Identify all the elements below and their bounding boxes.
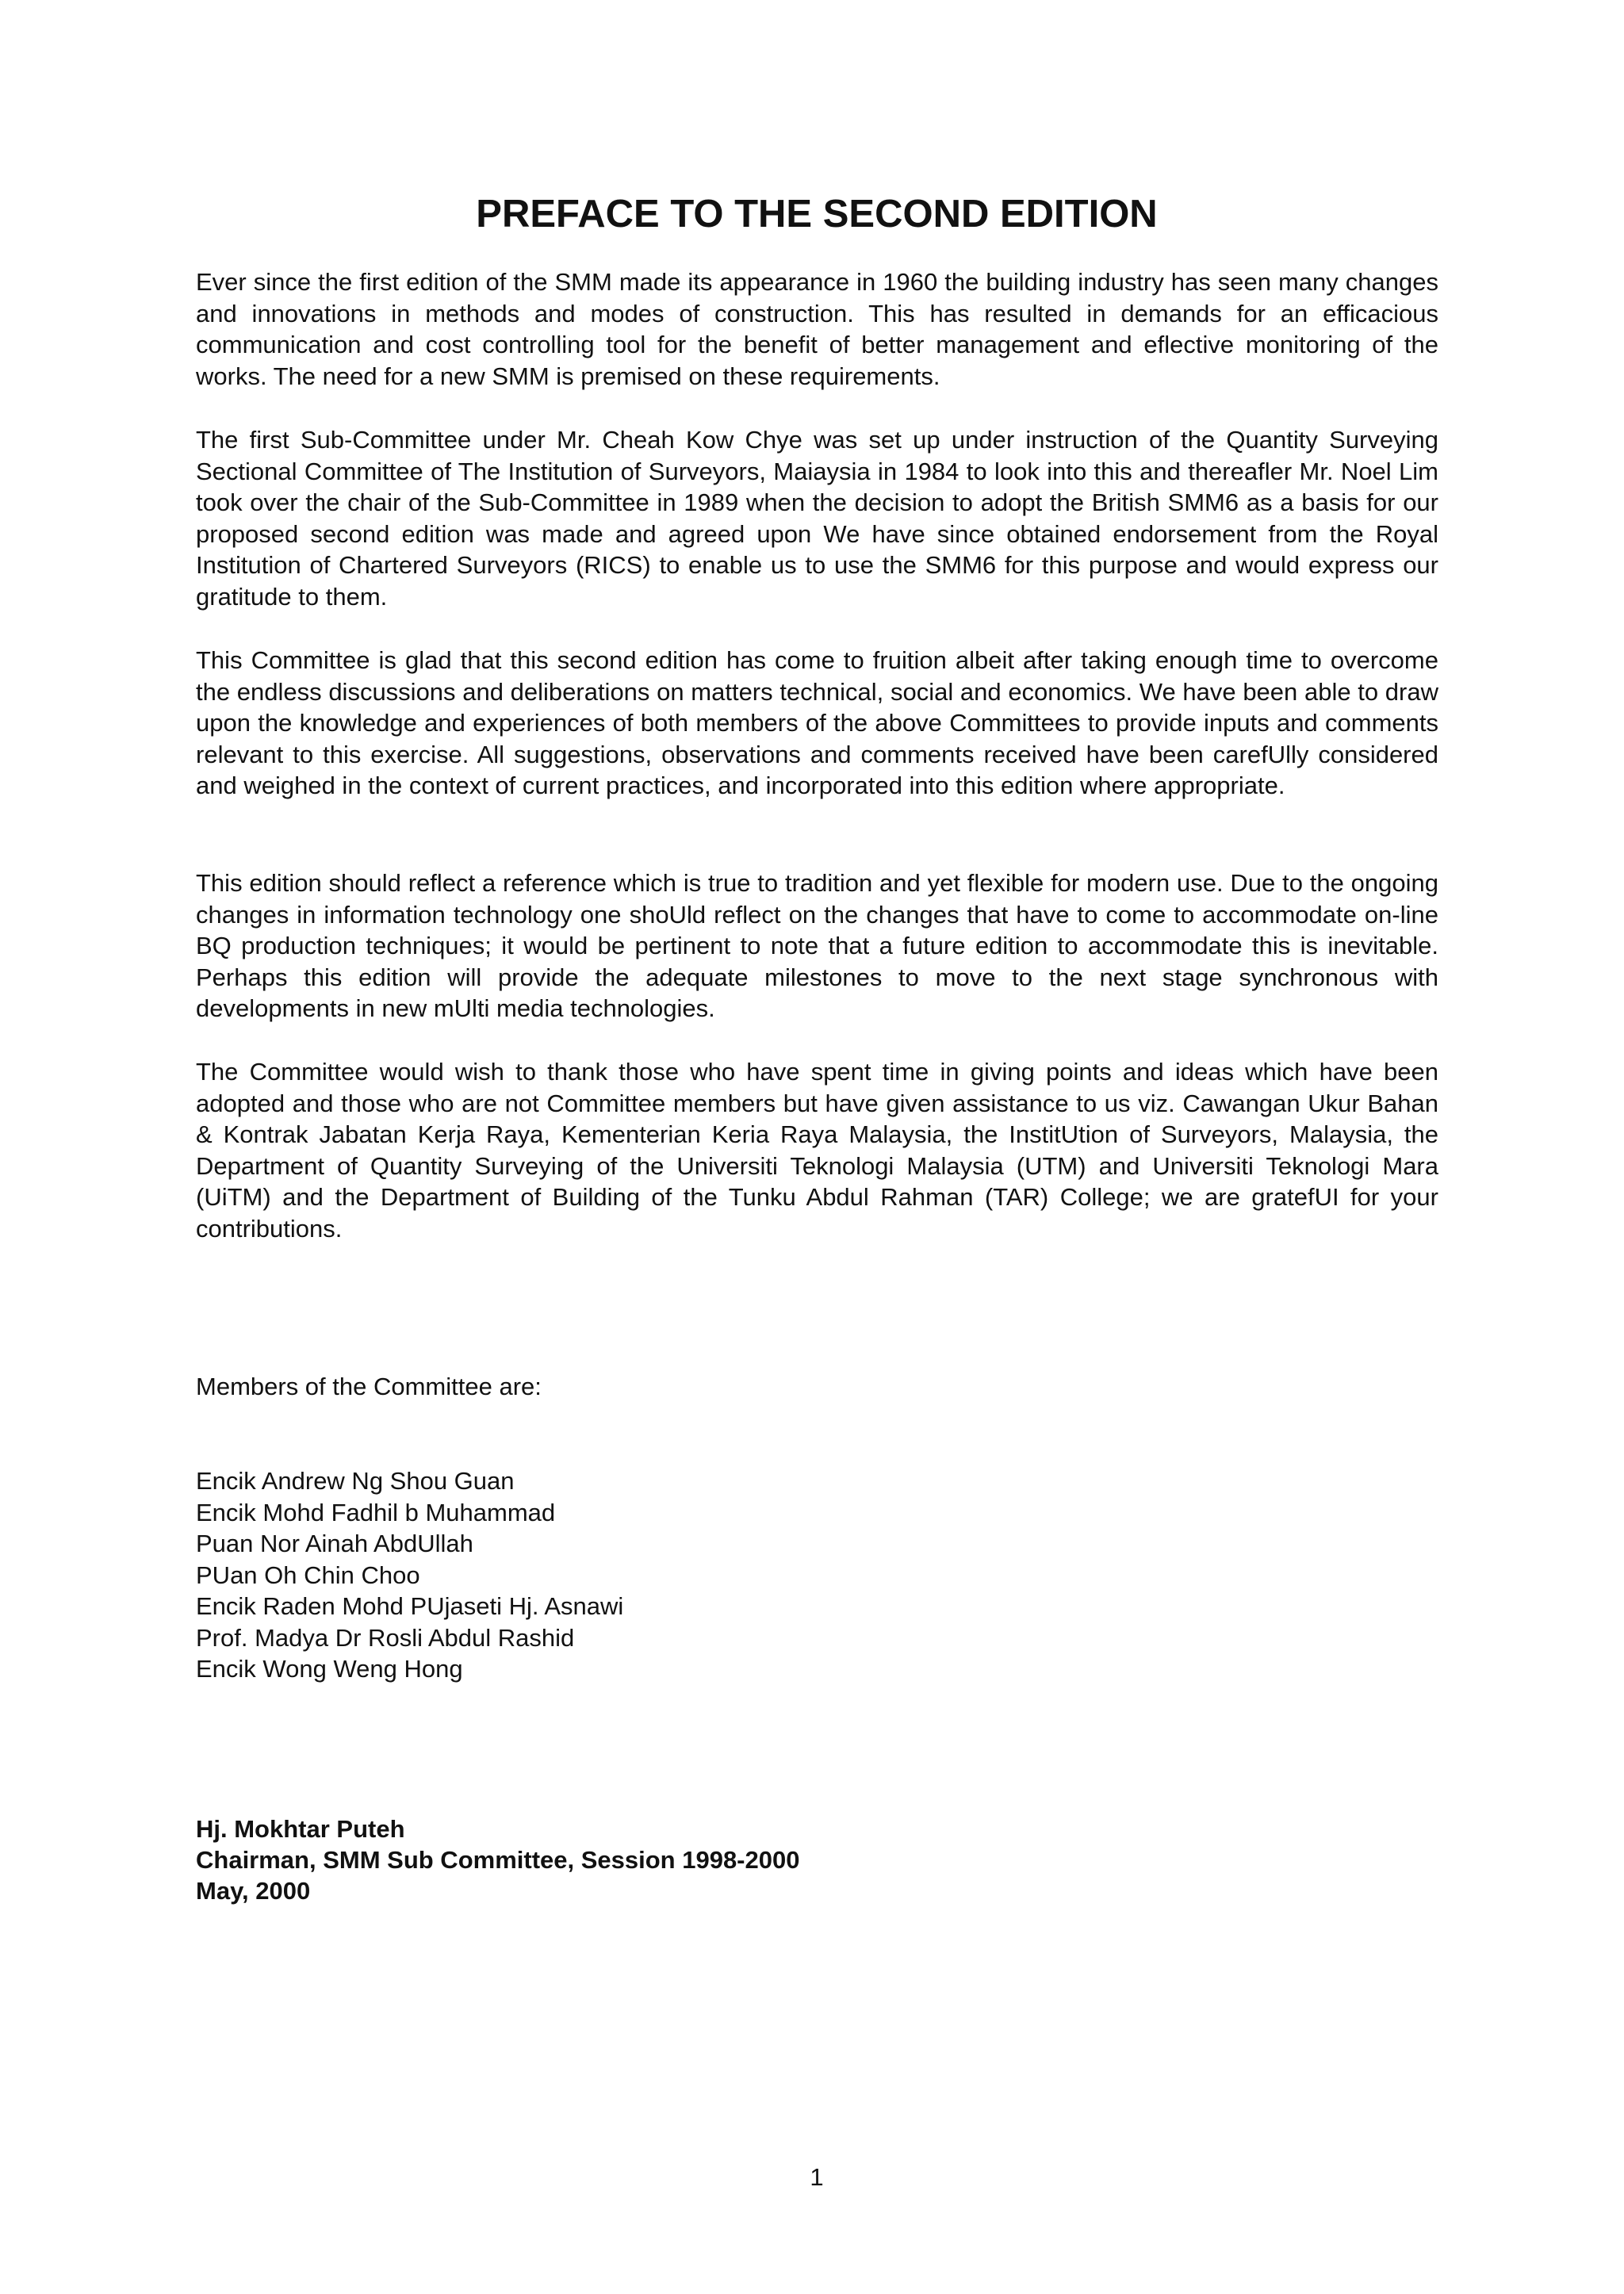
member-name: PUan Oh Chin Choo — [196, 1561, 420, 1589]
preface-paragraph-2: The first Sub-Committee under Mr. Cheah Kow Chye was set up under instruction of the Quantity Surveying Sectional Committee of The Institution of Surveyors, Maiaysia in 1984 to look into this and thereafler Mr. Noel Lim took over the chair of the Sub-Committee in 1989 when the decision to adopt the British SMM6 as a basis for our proposed second edition was made and agreed upon We have since obtained endorsement from the Royal Institution of Chartered Surveyors (RICS) to enable us to use the SMM6 for this purpose and would express our gratitude to them. — [196, 426, 1438, 611]
member-name: Puan Nor Ainah AbdUllah — [196, 1530, 473, 1557]
signatory-name: Hj. Mokhtar Puteh — [196, 1815, 405, 1843]
signatory-position: Chairman, SMM Sub Committee, Session 1998-2000 — [196, 1846, 800, 1874]
signature-date: May, 2000 — [196, 1877, 311, 1905]
preface-paragraph-5: The Committee would wish to thank those who have spent time in giving points and ideas which have been adopted and those who are not Committee members but have given assistance to us viz. Cawangan Ukur Bahan & Kontrak Jabatan Kerja Raya, Kementerian Keria Raya Malaysia, the InstitUtion of Surveyors, Malaysia, the Department of Quantity Surveying of the Universiti Teknologi Malaysia (UTM) and Universiti Teknologi Mara (UiTM) and the Department of Building of the Tunku Abdul Rahman (TAR) College; we are gratefUI for your contributions. — [196, 1058, 1438, 1243]
member-name: Encik Wong Weng Hong — [196, 1655, 463, 1683]
members-heading: Members of the Committee are: — [196, 1373, 542, 1400]
member-name: Encik Raden Mohd PUjaseti Hj. Asnawi — [196, 1592, 624, 1620]
preface-paragraph-4: This edition should reflect a reference which is true to tradition and yet flexible for modern use. Due to the ongoing changes in information technology one shoUld reflect on the changes that have to come to accommodate on-line BQ production techniques; it would be pertinent to note that a future edition to accommodate this is inevitable. Perhaps this edition will provide the adequate milestones to move to the next stage synchronous with developments in new mUlti media technologies. — [196, 869, 1438, 1022]
member-name: Encik Mohd Fadhil b Muhammad — [196, 1498, 556, 1526]
member-name: Prof. Madya Dr Rosli Abdul Rashid — [196, 1623, 575, 1652]
page-number: 1 — [810, 2163, 824, 2191]
member-name: Encik Andrew Ng Shou Guan — [196, 1467, 515, 1495]
preface-paragraph-1: Ever since the first edition of the SMM made its appearance in 1960 the building industry has seen many changes and innovations in methods and modes of construction. This has resulted in demands for an efficacious communication and cost controlling tool for the benefit of better management and eflective monitoring of the works. The need for a new SMM is premised on these requirements. — [196, 268, 1438, 390]
signature-block — [196, 1813, 799, 1906]
page-title: PREFACE TO THE SECOND EDITION — [476, 193, 1158, 236]
preface-paragraph-3: This Committee is glad that this second edition has come to fruition albeit after taking enough time to overcome the endless discussions and deliberations on matters technical, social and economics. We have been able to draw upon the knowledge and experiences of both members of the above Committees to provide inputs and comments relevant to this exercise. All suggestions, observations and comments received have been carefUlly considered and weighed in the context of current practices, and incorporated into this edition where appropriate. — [196, 646, 1438, 799]
members-list — [196, 1465, 623, 1685]
